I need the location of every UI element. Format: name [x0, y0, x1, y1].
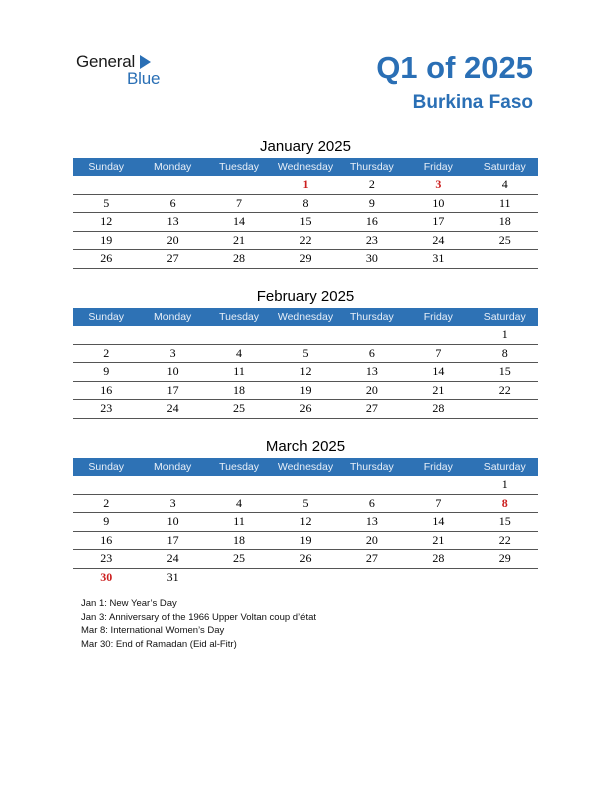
day-cell: 26: [100, 251, 113, 266]
weekday-label: Wednesday: [277, 461, 334, 473]
day-cell: 18: [233, 532, 246, 547]
weekday-label: Saturday: [483, 311, 526, 323]
day-cell: 4: [501, 177, 508, 192]
day-cell: 30: [100, 569, 113, 584]
day-cell: 22: [498, 382, 511, 397]
day-cell: 6: [368, 495, 375, 510]
week-row: [73, 213, 538, 232]
day-cell: 19: [100, 232, 113, 247]
day-cell: 15: [498, 514, 511, 529]
day-cell: 24: [432, 232, 445, 247]
week-row: [73, 195, 538, 214]
day-cell: 24: [166, 551, 179, 566]
day-cell: 12: [299, 364, 312, 379]
weekday-header: [73, 158, 538, 176]
week-row: [73, 476, 538, 495]
weekday-label: Sunday: [88, 161, 125, 173]
week-row: [73, 569, 538, 587]
day-cell: 19: [299, 382, 312, 397]
day-cell: 6: [368, 345, 375, 360]
holiday-notes: [81, 597, 316, 651]
day-cell: 7: [435, 495, 442, 510]
day-cell: 25: [233, 401, 246, 416]
day-cell: 16: [365, 214, 378, 229]
weekday-label: Thursday: [350, 161, 394, 173]
weekday-label: Wednesday: [277, 311, 334, 323]
week-row: [73, 176, 538, 195]
month-title: February 2025: [256, 288, 355, 305]
day-cell: 25: [233, 551, 246, 566]
day-cell: 15: [299, 214, 312, 229]
day-cell: 29: [299, 251, 312, 266]
weekday-label: Sunday: [88, 461, 125, 473]
week-row: [73, 232, 538, 251]
day-cell: 28: [233, 251, 246, 266]
day-cell: 18: [233, 382, 246, 397]
day-cell: 20: [365, 382, 378, 397]
weekday-label: Tuesday: [219, 161, 259, 173]
day-cell: 19: [299, 532, 312, 547]
weekday-label: Friday: [423, 311, 453, 323]
day-cell: 7: [236, 195, 243, 210]
day-cell: 31: [166, 569, 179, 584]
holiday-note: Jan 1: New Year’s Day: [81, 598, 177, 609]
generalblue-logo: [76, 52, 176, 92]
day-cell: 27: [166, 251, 179, 266]
day-cell: 5: [103, 195, 110, 210]
weekday-label: Monday: [153, 311, 192, 323]
weekday-label: Sunday: [88, 311, 125, 323]
holiday-note: Jan 3: Anniversary of the 1966 Upper Voltan coup d’état: [81, 611, 317, 623]
day-cell: 3: [169, 345, 176, 360]
logo-text-blue: Blue: [127, 69, 161, 88]
day-cell: 2: [368, 177, 375, 192]
month-january: [73, 136, 538, 269]
day-cell: 8: [501, 345, 508, 360]
day-cell: 30: [365, 251, 378, 266]
country-name: Burkina Faso: [412, 92, 533, 113]
logo-text-general: General: [76, 52, 136, 71]
day-cell: 12: [100, 214, 113, 229]
weekday-label: Saturday: [483, 461, 526, 473]
day-cell: 7: [435, 345, 442, 360]
day-cell: 28: [432, 401, 445, 416]
day-cell: 14: [432, 514, 445, 529]
day-cell: 8: [302, 195, 309, 210]
day-cell: 11: [498, 195, 511, 210]
day-cell: 4: [236, 345, 243, 360]
page-title: Q1 of 2025: [376, 50, 533, 85]
day-cell: 8: [501, 495, 508, 510]
day-cell: 16: [100, 532, 113, 547]
day-cell: 12: [299, 514, 312, 529]
day-cell: 16: [100, 382, 113, 397]
day-cell: 17: [166, 532, 179, 547]
day-cell: 15: [498, 364, 511, 379]
day-cell: 17: [166, 382, 179, 397]
week-row: [73, 513, 538, 532]
day-cell: 26: [299, 401, 312, 416]
day-cell: 10: [432, 195, 445, 210]
week-row: [73, 326, 538, 345]
day-cell: 27: [365, 551, 378, 566]
day-cell: 9: [103, 364, 110, 379]
day-cell: 25: [498, 232, 511, 247]
day-cell: 1: [302, 177, 309, 192]
day-cell: 5: [302, 345, 309, 360]
weekday-header: [73, 308, 538, 326]
day-cell: 9: [368, 195, 375, 210]
weekday-label: Friday: [423, 461, 453, 473]
day-cell: 6: [169, 195, 176, 210]
day-cell: 20: [365, 532, 378, 547]
day-cell: 13: [365, 364, 378, 379]
day-cell: 3: [169, 495, 176, 510]
day-cell: 22: [498, 532, 511, 547]
month-february: [73, 286, 538, 419]
day-cell: 4: [236, 495, 243, 510]
day-cell: 23: [100, 401, 113, 416]
day-cell: 13: [365, 514, 378, 529]
day-cell: 21: [432, 532, 445, 547]
day-cell: 11: [233, 514, 245, 529]
week-row: [73, 345, 538, 364]
day-cell: 23: [365, 232, 378, 247]
week-row: [73, 382, 538, 401]
week-row: [73, 532, 538, 551]
weekday-label: Monday: [153, 161, 192, 173]
month-title: March 2025: [265, 438, 346, 455]
day-cell: 27: [365, 401, 378, 416]
holiday-note: Mar 8: International Women’s Day: [81, 625, 225, 636]
day-cell: 23: [100, 551, 113, 566]
day-cell: 29: [498, 551, 511, 566]
weekday-label: Tuesday: [219, 461, 259, 473]
day-cell: 10: [166, 514, 179, 529]
weekday-label: Saturday: [483, 161, 526, 173]
day-cell: 17: [432, 214, 445, 229]
weekday-label: Tuesday: [219, 311, 259, 323]
week-row: [73, 363, 538, 382]
day-cell: 14: [432, 364, 445, 379]
day-cell: 1: [501, 327, 508, 342]
holiday-note: Mar 30: End of Ramadan (Eid al-Fitr): [81, 638, 237, 650]
day-cell: 21: [233, 232, 246, 247]
day-cell: 3: [435, 177, 442, 192]
logo-triangle-icon: [140, 55, 151, 69]
week-row: [73, 550, 538, 569]
day-cell: 2: [103, 345, 110, 360]
day-cell: 20: [166, 232, 179, 247]
month-march: [73, 436, 538, 586]
weekday-header: [73, 458, 538, 476]
day-cell: 24: [166, 401, 179, 416]
weekday-label: Thursday: [350, 311, 394, 323]
day-cell: 14: [233, 214, 246, 229]
day-cell: 1: [501, 477, 508, 492]
day-cell: 13: [166, 214, 179, 229]
weekday-label: Friday: [423, 161, 453, 173]
day-cell: 22: [299, 232, 312, 247]
day-cell: 31: [432, 251, 445, 266]
weekday-label: Thursday: [350, 461, 394, 473]
day-cell: 2: [103, 495, 110, 510]
weekday-label: Wednesday: [277, 161, 334, 173]
day-cell: 9: [103, 514, 110, 529]
day-cell: 5: [302, 495, 309, 510]
week-row: [73, 400, 538, 419]
day-cell: 10: [166, 364, 179, 379]
month-title: January 2025: [260, 138, 351, 155]
day-cell: 11: [233, 364, 245, 379]
weekday-label: Monday: [153, 461, 192, 473]
day-cell: 21: [432, 382, 445, 397]
week-row: [73, 250, 538, 269]
week-row: [73, 495, 538, 514]
day-cell: 18: [498, 214, 511, 229]
day-cell: 28: [432, 551, 445, 566]
day-cell: 26: [299, 551, 312, 566]
